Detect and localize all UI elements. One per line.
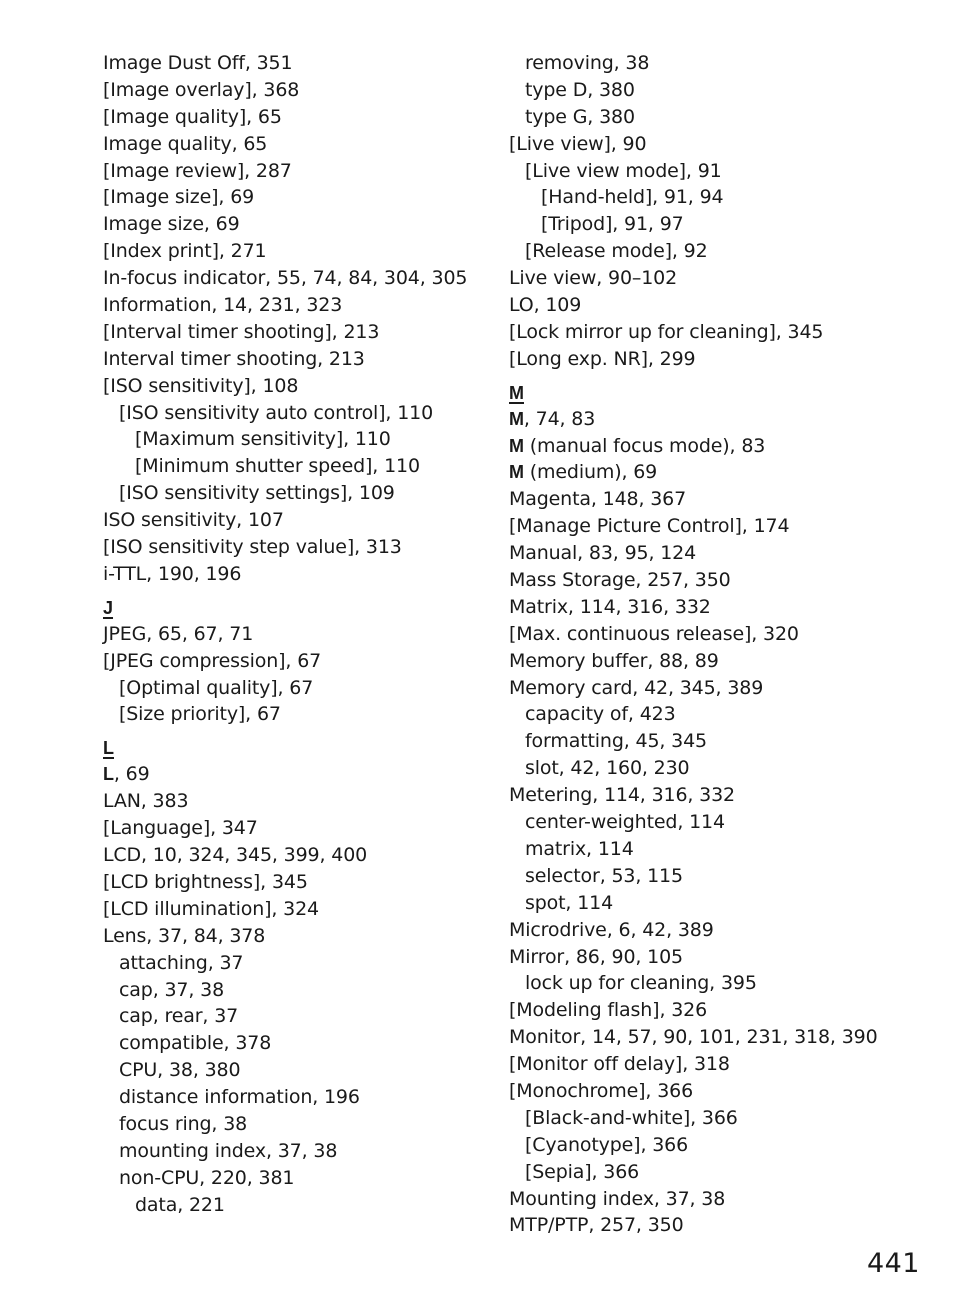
index-subentry	[509, 970, 929, 997]
index-column-right	[509, 50, 929, 1239]
index-entry	[103, 621, 493, 648]
index-entry	[509, 567, 929, 594]
index-section-letter	[103, 595, 493, 621]
index-entry	[103, 319, 493, 346]
index-subentry	[509, 755, 929, 782]
index-subentry	[509, 184, 929, 211]
index-entry-text: type D, 380	[525, 78, 635, 101]
index-entry-symbol: M	[509, 462, 524, 483]
index-entry-text: non-CPU, 220, 381	[119, 1166, 295, 1189]
index-entry-text: LAN, 383	[103, 790, 189, 813]
index-entry-text: Mirror, 86, 90, 105	[509, 945, 683, 968]
index-entry	[509, 782, 929, 809]
index-entry-text: lock up for cleaning, 395	[525, 972, 757, 995]
index-entry-text: attaching, 37	[119, 951, 244, 974]
index-entry-text: (medium), 69	[523, 461, 658, 484]
index-entry-text: [Interval timer shooting], 213	[103, 320, 380, 343]
index-entry	[103, 869, 493, 896]
index-subentry	[103, 1111, 493, 1138]
index-entry	[103, 507, 493, 534]
index-entry-text: Metering, 114, 316, 332	[509, 784, 735, 807]
index-entry	[103, 104, 493, 131]
index-entry-text: cap, 37, 38	[119, 978, 225, 1001]
index-subentry	[103, 1084, 493, 1111]
index-entry-text: Image size, 69	[103, 213, 240, 236]
index-subentry	[103, 1030, 493, 1057]
index-entry	[509, 675, 929, 702]
index-entry-text: (manual focus mode), 83	[523, 434, 766, 457]
index-entry-text: [Live view mode], 91	[525, 159, 722, 182]
index-entry-text: [Image quality], 65	[103, 105, 282, 128]
index-entry-text: [Modeling flash], 326	[509, 999, 708, 1022]
index-entry-text: ISO sensitivity, 107	[103, 509, 284, 532]
index-entry-text: , 69	[113, 763, 150, 786]
index-entry	[509, 917, 929, 944]
index-entry-text: Image quality, 65	[103, 132, 268, 155]
index-section-letter	[103, 735, 493, 761]
index-entry	[509, 459, 929, 486]
index-entry-text: Live view, 90–102	[509, 267, 678, 290]
index-entry-text: center-weighted, 114	[525, 811, 725, 834]
index-subentry	[103, 950, 493, 977]
index-entry-text: MTP/PTP, 257, 350	[509, 1214, 684, 1237]
index-entry-text: Mass Storage, 257, 350	[509, 569, 731, 592]
index-entry-text: Information, 14, 231, 323	[103, 294, 343, 317]
index-entry-text: JPEG, 65, 67, 71	[103, 622, 254, 645]
index-section-letter-text: J	[103, 597, 114, 618]
index-entry	[103, 561, 493, 588]
index-subentry	[103, 480, 493, 507]
index-entry-text: data, 221	[135, 1193, 225, 1216]
index-entry	[509, 265, 929, 292]
index-entry	[103, 896, 493, 923]
index-entry-text: formatting, 45, 345	[525, 730, 707, 753]
index-entry-text: capacity of, 423	[525, 703, 676, 726]
index-entry-text: slot, 42, 160, 230	[525, 757, 690, 780]
index-subentry	[509, 211, 929, 238]
index-entry	[509, 131, 929, 158]
index-subentry	[103, 426, 493, 453]
index-subentry	[103, 701, 493, 728]
page-number: 441	[866, 1248, 920, 1279]
index-entry-text: [Sepia], 366	[525, 1160, 640, 1183]
index-entry-text: removing, 38	[525, 52, 650, 74]
index-entry-text: LO, 109	[509, 294, 582, 317]
index-entry-text: Matrix, 114, 316, 332	[509, 595, 711, 618]
index-entry	[103, 761, 493, 788]
index-entry-text: CPU, 38, 380	[119, 1059, 241, 1082]
index-subentry	[509, 158, 929, 185]
index-entry	[103, 77, 493, 104]
index-subentry	[509, 1105, 929, 1132]
index-entry-text: Monitor, 14, 57, 90, 101, 231, 318, 390	[509, 1026, 878, 1049]
index-entry-text: [ISO sensitivity settings], 109	[119, 482, 395, 505]
index-entry	[509, 1212, 929, 1239]
index-column-left	[103, 50, 493, 1219]
index-entry	[509, 292, 929, 319]
index-entry	[509, 513, 929, 540]
index-entry-text: [Image size], 69	[103, 186, 255, 209]
index-entry-text: [Lock mirror up for cleaning], 345	[509, 320, 824, 343]
index-subentry	[509, 701, 929, 728]
index-entry	[509, 433, 929, 460]
index-entry-text: [Maximum sensitivity], 110	[135, 428, 391, 451]
index-entry-text: [LCD illumination], 324	[103, 897, 319, 920]
index-entry	[103, 211, 493, 238]
index-entry-text: [Language], 347	[103, 817, 258, 840]
index-entry	[103, 788, 493, 815]
index-entry-text: [Release mode], 92	[525, 240, 708, 263]
index-entry-symbol: M	[509, 408, 524, 429]
index-entry-text: [Monitor off delay], 318	[509, 1053, 730, 1076]
index-entry-text: compatible, 378	[119, 1032, 272, 1055]
index-entry-text: Memory card, 42, 345, 389	[509, 676, 764, 699]
index-subentry	[103, 1003, 493, 1030]
index-entry	[103, 373, 493, 400]
index-entry	[509, 594, 929, 621]
index-entry-text: [JPEG compression], 67	[103, 649, 322, 672]
index-entry-text: [Size priority], 67	[119, 703, 281, 726]
index-entry-text: LCD, 10, 324, 345, 399, 400	[103, 844, 368, 867]
index-subentry	[103, 1057, 493, 1084]
index-entry	[509, 648, 929, 675]
index-entry	[103, 534, 493, 561]
index-section-letter-text: M	[509, 382, 524, 403]
index-entry	[509, 1186, 929, 1213]
index-subentry	[509, 238, 929, 265]
index-entry-text: Manual, 83, 95, 124	[509, 542, 697, 565]
index-entry-symbol: L	[103, 764, 114, 785]
index-entry	[509, 1078, 929, 1105]
index-entry	[103, 346, 493, 373]
index-entry	[509, 319, 929, 346]
index-entry-text: [Long exp. NR], 299	[509, 347, 696, 370]
index-entry	[509, 944, 929, 971]
index-entry-text: , 74, 83	[523, 407, 596, 430]
index-entry-text: matrix, 114	[525, 837, 634, 860]
index-entry	[103, 648, 493, 675]
index-entry-text: Memory buffer, 88, 89	[509, 649, 719, 672]
index-subentry	[103, 977, 493, 1004]
index-entry	[509, 346, 929, 373]
index-entry	[103, 184, 493, 211]
index-entry-text: [LCD brightness], 345	[103, 870, 308, 893]
index-entry-text: [ISO sensitivity auto control], 110	[119, 401, 434, 424]
index-subentry	[103, 675, 493, 702]
index-entry-text: [Image overlay], 368	[103, 78, 300, 101]
index-entry-text: selector, 53, 115	[525, 864, 683, 887]
index-entry-text: Interval timer shooting, 213	[103, 347, 365, 370]
index-subentry	[103, 453, 493, 480]
index-entry-text: spot, 114	[525, 891, 614, 914]
index-entry-text: Magenta, 148, 367	[509, 488, 687, 511]
index-entry	[509, 621, 929, 648]
index-entry-text: [Hand-held], 91, 94	[541, 186, 724, 209]
index-entry	[509, 1024, 929, 1051]
index-subentry	[103, 400, 493, 427]
index-entry	[103, 292, 493, 319]
index-entry	[103, 923, 493, 950]
index-entry	[103, 265, 493, 292]
index-subentry	[509, 104, 929, 131]
index-entry	[509, 406, 929, 433]
index-entry-text: [Tripod], 91, 97	[541, 213, 684, 236]
index-entry-text: [ISO sensitivity], 108	[103, 374, 299, 397]
index-entry-text: distance information, 196	[119, 1086, 360, 1109]
index-subentry	[509, 77, 929, 104]
index-subentry	[103, 1192, 493, 1219]
index-entry	[509, 540, 929, 567]
index-subentry	[509, 890, 929, 917]
index-entry	[509, 1051, 929, 1078]
index-entry	[103, 815, 493, 842]
index-entry-text: focus ring, 38	[119, 1112, 248, 1135]
index-subentry	[509, 809, 929, 836]
index-entry-symbol: M	[509, 435, 524, 456]
index-entry-text: mounting index, 37, 38	[119, 1139, 338, 1162]
index-subentry	[509, 728, 929, 755]
index-entry-text: [ISO sensitivity step value], 313	[103, 536, 402, 559]
index-subentry	[509, 836, 929, 863]
index-entry-text: [Max. continuous release], 320	[509, 622, 799, 645]
index-entry-text: [Live view], 90	[509, 132, 647, 155]
index-entry	[509, 486, 929, 513]
index-entry	[103, 842, 493, 869]
index-section-letter-text: L	[103, 738, 114, 759]
index-entry	[509, 997, 929, 1024]
index-entry-text: [Manage Picture Control], 174	[509, 515, 790, 538]
index-entry-text: [Black-and-white], 366	[525, 1106, 738, 1129]
index-subentry	[509, 1132, 929, 1159]
index-entry-text: [Optimal quality], 67	[119, 676, 314, 699]
index-entry-text: [Cyanotype], 366	[525, 1133, 689, 1156]
index-entry-text: [Index print], 271	[103, 240, 267, 263]
index-entry-text: i-TTL, 190, 196	[103, 562, 242, 585]
index-entry-text: Mounting index, 37, 38	[509, 1187, 726, 1210]
index-entry-text: Image Dust Off, 351	[103, 52, 293, 74]
index-entry-text: type G, 380	[525, 105, 635, 128]
index-entry	[103, 238, 493, 265]
index-subentry	[509, 50, 929, 77]
index-entry-text: Lens, 37, 84, 378	[103, 924, 266, 947]
index-subentry	[509, 1159, 929, 1186]
index-entry	[103, 131, 493, 158]
index-entry-text: Microdrive, 6, 42, 389	[509, 918, 714, 941]
index-entry	[103, 50, 493, 77]
index-subentry	[103, 1165, 493, 1192]
index-entry-text: cap, rear, 37	[119, 1005, 239, 1028]
index-subentry	[103, 1138, 493, 1165]
index-entry-text: [Monochrome], 366	[509, 1079, 694, 1102]
index-entry-text: [Image review], 287	[103, 159, 292, 182]
index-entry-text: [Minimum shutter speed], 110	[135, 455, 420, 478]
index-subentry	[509, 863, 929, 890]
index-entry-text: In-focus indicator, 55, 74, 84, 304, 305	[103, 267, 468, 290]
index-section-letter	[509, 380, 929, 406]
index-entry	[103, 158, 493, 185]
